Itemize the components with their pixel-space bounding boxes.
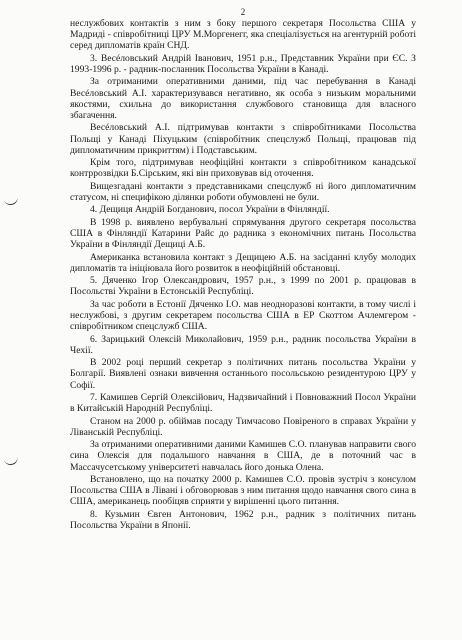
punch-hole-mark <box>3 454 19 467</box>
punch-hole-mark <box>3 194 19 207</box>
paragraph-item-5: 5. Дяченко Ігор Олександрович, 1957 р.н., з 1999 по 2001 р. працював в Посольстві України в Естонській Республіці. <box>70 275 416 298</box>
paragraph: Американка встановила контакт з Дещицею А.Б. на засіданні клубу молодих дипломатів та ініціювала його розвиток в неофіційній обстановці. <box>70 251 416 274</box>
paragraph: Вищезгадані контакти з представниками спецслужб ні його дипломатичним статусом, ні специфікою ділянки роботи обумовлені не були. <box>70 180 416 203</box>
paragraph-item-6: 6. Зарицький Олексій Миколайович, 1959 р.н., радник посольства України в Чехії. <box>70 333 416 356</box>
paragraph: Крім того, підтримував неофіційні контакти з співробітником канадської контррозвідки Б.Сірським, які він приховував від оточення. <box>70 157 416 180</box>
paragraph: Весéловський А.І. підтримував контакти з співробітниками Посольства Польщі у Канаді Піхуцьким (співробітник спецслужб Польщі, працював під дипломатичним прикриттям) і Подставським. <box>70 122 416 156</box>
paragraph-item-7: 7. Камишев Сергій Олексійович, Надзвичайний і Повноважний Посол України в Китайській Народній Республіці. <box>70 391 416 415</box>
paragraph-item-3: 3. Весéловський Андрій Іванович, 1951 р.н., Представник України при ЄС. З 1993-1996 р. - радник-посланник Посольства України в Канаді. <box>70 52 416 75</box>
paragraph: Станом на 2000 р. обіймав посаду Тимчасово Повіреного в справах України у Ліванській Республіці. <box>70 415 416 438</box>
paragraph: Встановлено, що на початку 2000 р. Камишев С.О. провів зустріч з консулом Посольства США в Лівані і обговорював з ним питання щодо навчання свого сина в США, американець пообіцяв сприяти у вирішенні цього питання. <box>70 473 416 508</box>
page-number: 2 <box>240 7 246 17</box>
paragraph: В 1998 р. виявлено вербувальні спрямування другого секретаря посольства США в Фінляндії Катарини Райс до радника з економічних питань Посольства України в Фінляндії Дещиці А.Б. <box>70 216 416 251</box>
paragraph: За отриманими оперативними даними, під час перебування в Канаді Весéловський А.І. характеризувався негативно, як особа з низьким моральними якостями, схильна до використання службового становища для власного збагачення. <box>70 76 416 121</box>
paragraph-item-8: 8. Кузьмин Євген Антонович, 1962 р.н., радник з політичних питань Посольства України в Японії. <box>70 508 416 531</box>
paragraph: За отриманими оперативними даними Камишев С.О. планував направити свого сина Олексія для подальшого навчання в США, де в поточний час в Массачусетському університеті навчалась його донька Олена. <box>70 439 416 473</box>
paragraph-item-4: 4. Дещиця Андрій Богданович, посол України в Фінляндії. <box>90 204 330 216</box>
paragraph-continuation: неслужбових контактів з ним з боку першого секретаря Посольства США у Мадриді - співробітниці ЦРУ М.Моргенегг, яка спеціалізується на агентурній роботі серед дипломатів країн СНД. <box>70 18 416 52</box>
paragraph: За час роботи в Естонії Дяченко І.О. мав неодноразові контакти, в тому числі і неслужбові, з другим секретарем посольства США в ЕР Скоттом Ачлемгером - співробітником спецслужб США. <box>70 298 416 333</box>
paragraph: В 2002 році перший секретар з політичних питань посольства України у Болгарії. Виявлені ознаки вивчення останнього посольською резидентурою ЦРУ у Софії. <box>70 357 416 391</box>
document-body <box>70 18 416 531</box>
